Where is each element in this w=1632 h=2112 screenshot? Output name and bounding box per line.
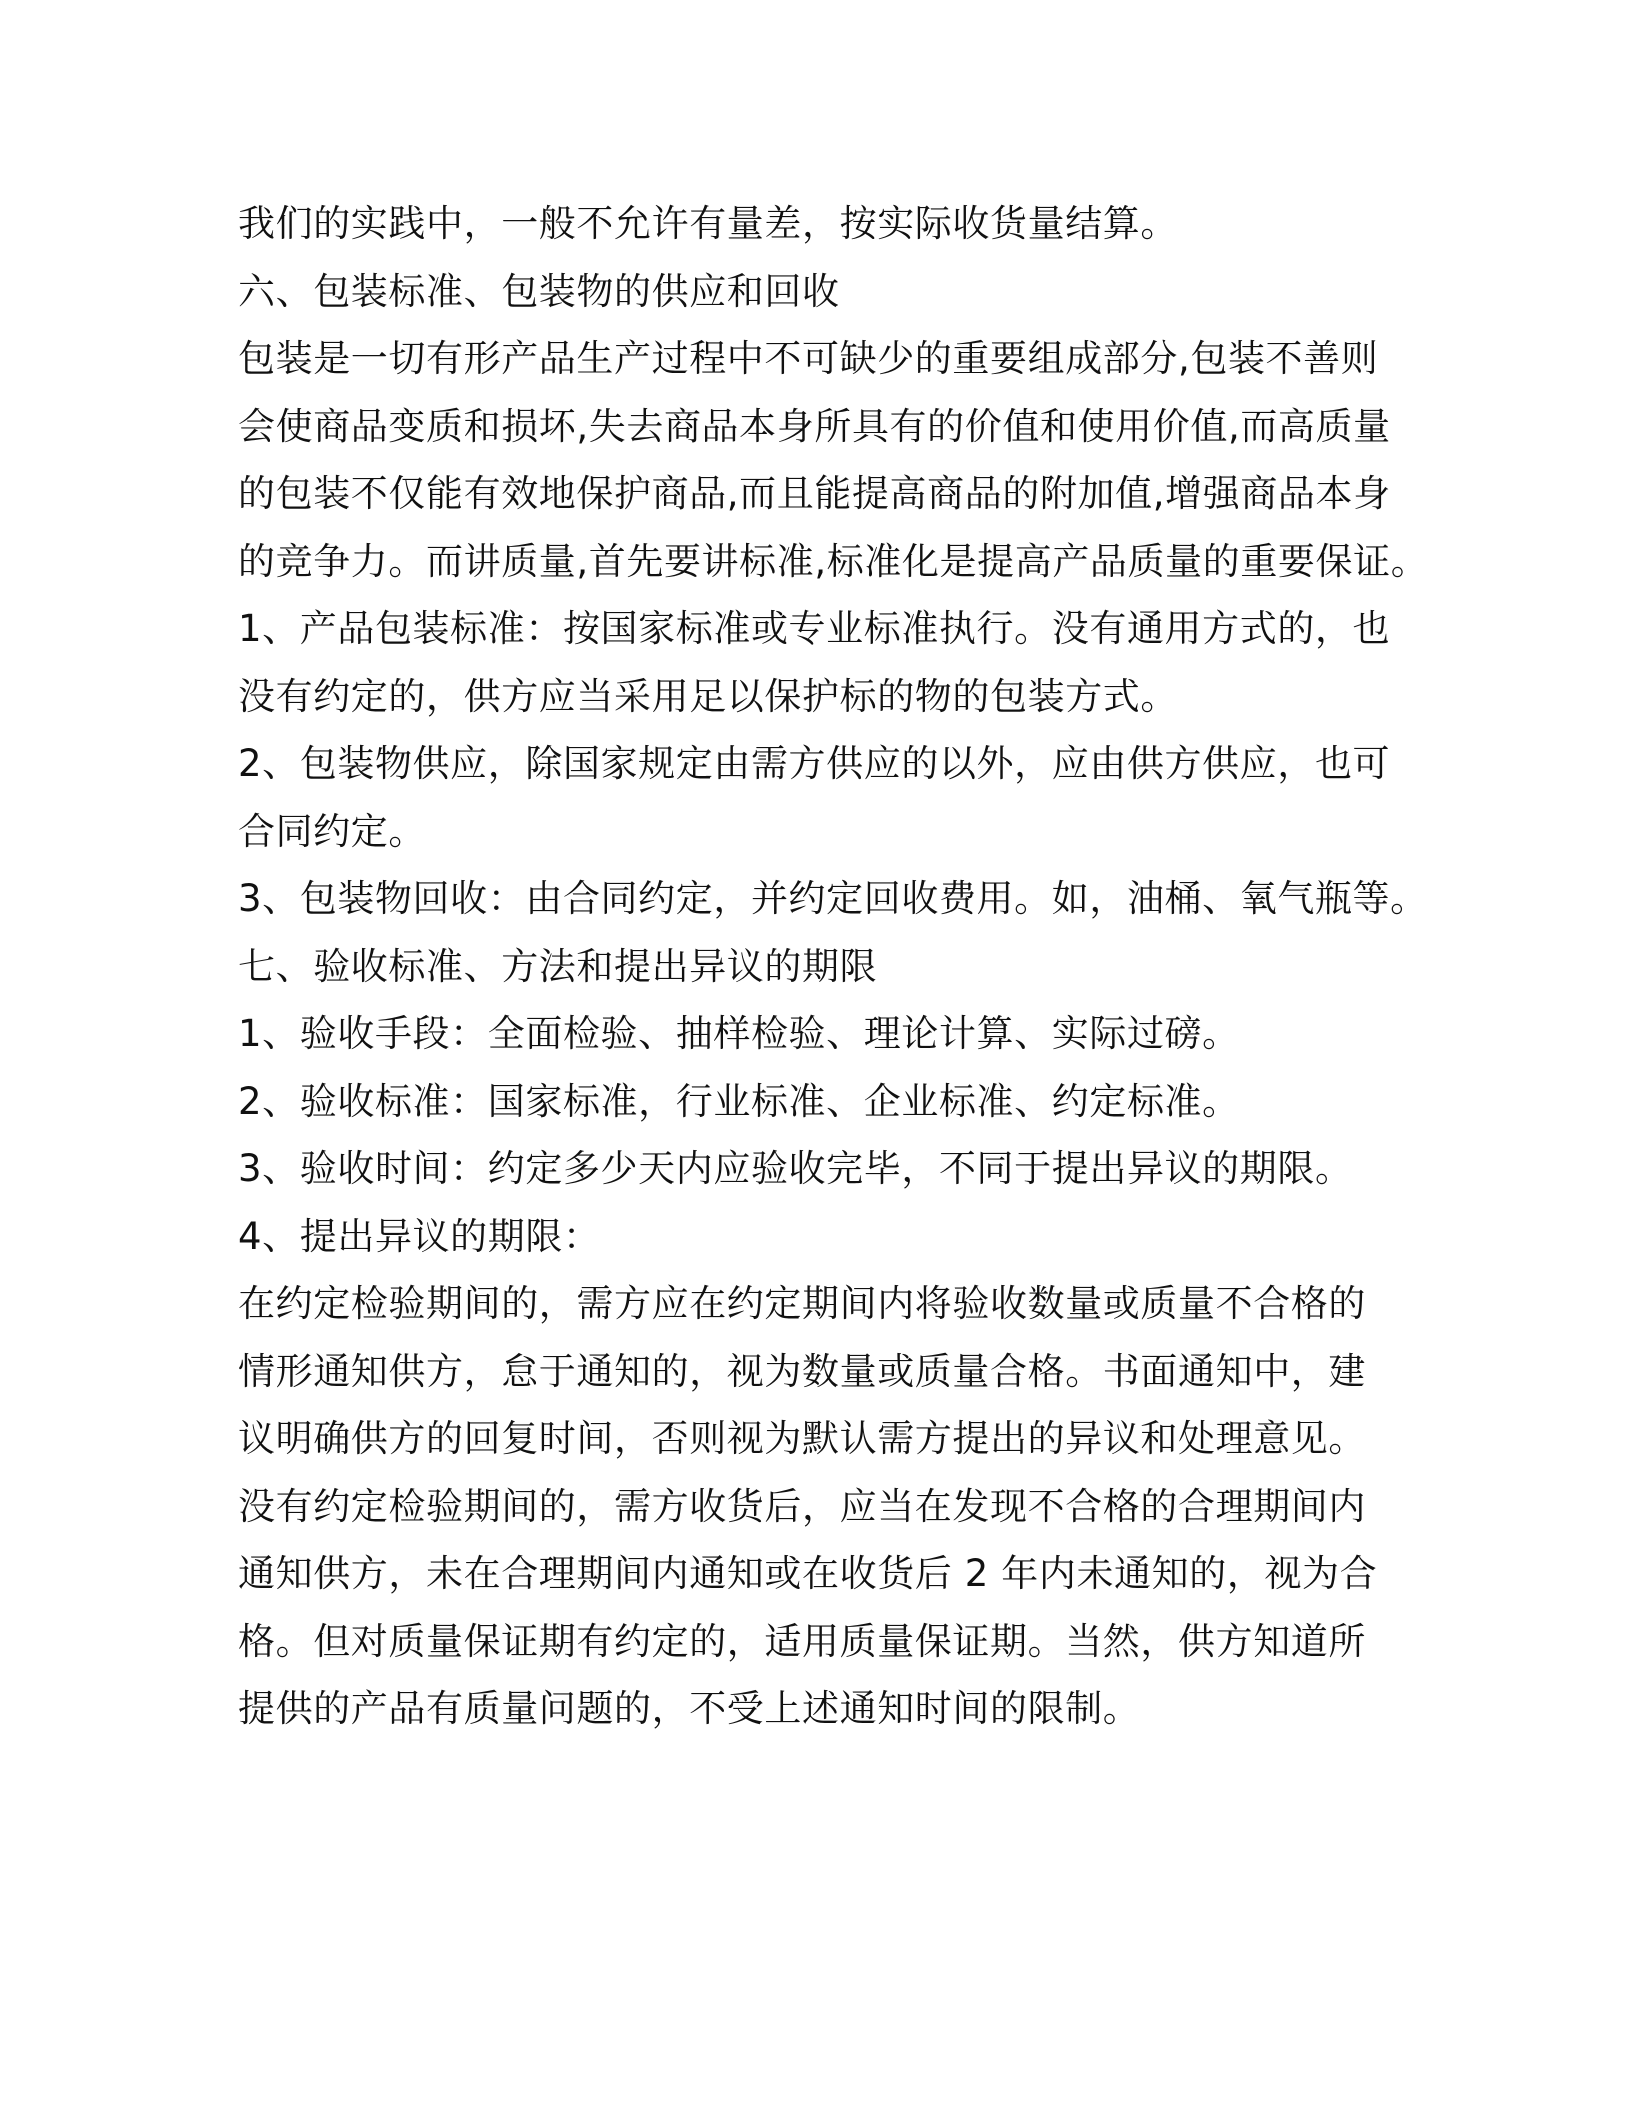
list-item-line: 1、验收手段：全面检验、抽样检验、理论计算、实际过磅。 (238, 1012, 1240, 1055)
list-item-line: 没有约定的，供方应当采用足以保护标的物的包装方式。 (238, 674, 1178, 718)
list-item-line: 合同约定。 (238, 809, 426, 853)
paragraph-line: 包装是一切有形产品生产过程中不可缺少的重要组成部分,包装不善则 (238, 337, 1379, 380)
paragraph-line: 没有约定检验期间的，需方收货后，应当在发现不合格的合理期间内 (238, 1484, 1366, 1528)
list-item-line: 1、产品包装标准：按国家标准或专业标准执行。没有通用方式的，也 (238, 607, 1391, 650)
list-item-line: 3、包装物回收：由合同约定，并约定回收费用。如，油桶、氧气瓶等。 (238, 877, 1428, 920)
list-item-line: 4、提出异议的期限： (238, 1214, 601, 1258)
paragraph-line: 格。但对质量保证期有约定的，适用质量保证期。当然，供方知道所 (238, 1619, 1366, 1663)
paragraph-line: 提供的产品有质量问题的，不受上述通知时间的限制。 (238, 1687, 1141, 1730)
paragraph-line: 情形通知供方，怠于通知的，视为数量或质量合格。书面通知中，建 (238, 1349, 1366, 1393)
paragraph-line: 议明确供方的回复时间，否则视为默认需方提出的异议和处理意见。 (238, 1417, 1366, 1460)
section-heading-acceptance: 七、验收标准、方法和提出异议的期限 (238, 944, 878, 988)
document-body (238, 190, 1429, 1743)
section-heading-packaging: 六、包装标准、包装物的供应和回收 (238, 269, 840, 313)
paragraph-line: 的竞争力。而讲质量,首先要讲标准,标准化是提高产品质量的重要保证。 (238, 539, 1429, 583)
paragraph-line: 会使商品变质和损坏,失去商品本身所具有的价值和使用价值,而高质量 (238, 404, 1391, 448)
paragraph-line: 我们的实践中，一般不允许有量差，按实际收货量结算。 (238, 202, 1178, 245)
list-item-line: 2、验收标准：国家标准，行业标准、企业标准、约定标准。 (238, 1079, 1240, 1123)
paragraph-line: 的包装不仅能有效地保护商品,而且能提高商品的附加值,增强商品本身 (238, 472, 1391, 515)
paragraph-line: 通知供方，未在合理期间内通知或在收货后 2 年内未通知的，视为合 (238, 1552, 1378, 1595)
list-item-line: 3、验收时间：约定多少天内应验收完毕，不同于提出异议的期限。 (238, 1147, 1353, 1190)
list-item-line: 2、包装物供应，除国家规定由需方供应的以外，应由供方供应，也可 (238, 742, 1391, 785)
paragraph-line: 在约定检验期间的，需方应在约定期间内将验收数量或质量不合格的 (238, 1282, 1366, 1325)
